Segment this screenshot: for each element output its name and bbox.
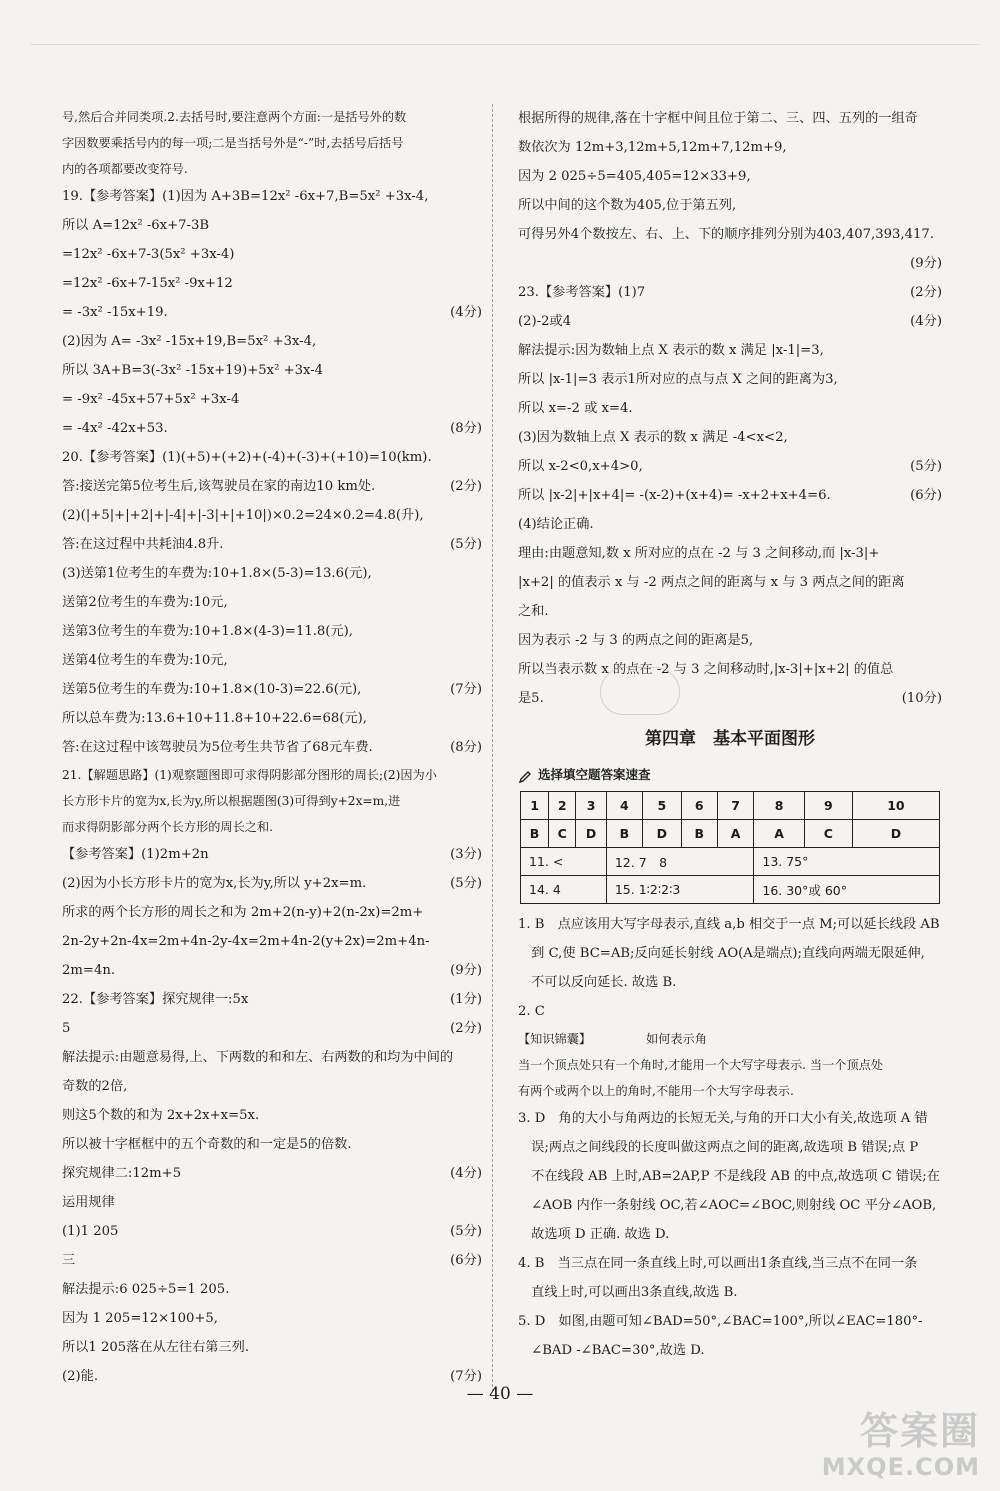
- line-text: (2)因为小长方形卡片的宽为x,长为y,所以 y+2x=m.: [62, 876, 367, 891]
- line-text: (2)因为 A= -3x² -15x+19,B=5x² +3x-4,: [62, 334, 317, 349]
- table-cell: D: [852, 820, 939, 848]
- pencil-icon: [518, 768, 532, 782]
- score-label: (8分): [450, 421, 482, 436]
- line-text: 【知识锦囊】 如何表示角: [518, 1032, 707, 1046]
- text-line: [62, 182, 482, 211]
- text-line: [518, 568, 942, 597]
- text-line: [518, 1191, 942, 1220]
- line-text: 所以 x=-2 或 x=4.: [518, 401, 633, 416]
- line-text: (2)(|+5|+|+2|+|-4|+|-3|+|+10|)×0.2=24×0.2=4.8(升),: [62, 508, 424, 523]
- line-text: 【参考答案】(1)2m+2n: [62, 847, 209, 862]
- table-cell: 5: [642, 792, 681, 820]
- text-line: [518, 365, 942, 394]
- score-label: (9分): [910, 256, 942, 271]
- text-line: [518, 655, 942, 684]
- text-line: [62, 269, 482, 298]
- text-line: [518, 626, 942, 655]
- watermark-logo: [822, 1410, 980, 1482]
- line-text: |x+2| 的值表示 x 与 -2 两点之间的距离与 x 与 3 两点之间的距离: [518, 575, 905, 590]
- table-row: [521, 876, 940, 904]
- line-text: = -4x² -42x+53.: [62, 421, 168, 436]
- table-cell: 4: [606, 792, 642, 820]
- quick-answer-heading: [518, 763, 942, 787]
- text-line: [62, 617, 482, 646]
- line-text: 不在线段 AB 上时,AB=2AP,P 不是线段 AB 的中点,故选项 C 错误;在: [518, 1169, 940, 1184]
- text-line: [518, 452, 942, 481]
- line-text: 奇数的2倍,: [62, 1079, 128, 1094]
- table-cell: 9: [804, 792, 852, 820]
- score-label: (6分): [450, 1253, 482, 1268]
- line-text: = -9x² -45x+57+5x² +3x-4: [62, 392, 240, 407]
- line-text: 可得另外4个数按左、右、上、下的顺序排列分别为403,407,393,417.: [518, 227, 934, 242]
- text-line: [62, 240, 482, 269]
- text-line: [518, 1026, 942, 1052]
- line-text: (2)-2或4: [518, 314, 572, 329]
- line-text: 有两个或两个以上的角时,不能用一个大写字母表示.: [518, 1084, 794, 1098]
- line-text: 内的各项都要改变符号.: [62, 162, 188, 176]
- line-text: ∠BAD -∠BAC=30°,故选 D.: [518, 1343, 705, 1358]
- text-line: [518, 220, 942, 249]
- line-text: (4)结论正确.: [518, 517, 594, 532]
- text-line: [518, 1133, 942, 1162]
- page-number: — 40 —: [466, 1384, 534, 1404]
- text-line: [62, 1333, 482, 1362]
- table-cell: 10: [852, 792, 939, 820]
- text-line: [518, 997, 942, 1026]
- score-label: (7分): [450, 682, 482, 697]
- text-line: [518, 191, 942, 220]
- line-text: 送第4位考生的车费为:10元,: [62, 653, 228, 668]
- line-text: 2m=4n.: [62, 963, 116, 978]
- text-line: [518, 394, 942, 423]
- line-text: 故选项 D 正确. 故选 D.: [518, 1227, 670, 1242]
- text-line: [518, 336, 942, 365]
- score-label: (5分): [450, 876, 482, 891]
- table-cell: 6: [681, 792, 717, 820]
- table-cell: B: [521, 820, 549, 848]
- line-text: 2. C: [518, 1004, 545, 1019]
- text-line: [518, 1104, 942, 1133]
- table-cell: D: [576, 820, 607, 848]
- table-cell: B: [606, 820, 642, 848]
- line-text: 答:在这过程中共耗油4.8升.: [62, 537, 224, 552]
- line-text: 19.【参考答案】(1)因为 A+3B=12x² -6x+7,B=5x² +3x-4,: [62, 189, 429, 204]
- text-line: [518, 684, 942, 713]
- line-text: 因为 1 205=12×100+5,: [62, 1311, 219, 1326]
- text-line: [62, 211, 482, 240]
- line-text: 所以 |x-2|+|x+4|= -(x-2)+(x+4)= -x+2+x+4=6.: [518, 488, 831, 503]
- text-line: [62, 646, 482, 675]
- score-label: (4分): [450, 305, 482, 320]
- line-text: 因为表示 -2 与 3 的两点之间的距离是5,: [518, 633, 754, 648]
- table-row: [521, 820, 940, 848]
- table-cell: 7: [717, 792, 754, 820]
- score-label: (2分): [450, 479, 482, 494]
- line-text: 因为 2 025÷5=405,405=12×33+9,: [518, 169, 751, 184]
- text-line: [518, 1278, 942, 1307]
- line-text: 是5.: [518, 691, 544, 706]
- score-label: (5分): [910, 459, 942, 474]
- table-cell: C: [549, 820, 576, 848]
- text-line: [62, 472, 482, 501]
- text-line: [518, 910, 942, 939]
- text-line: [518, 539, 942, 568]
- text-line: [62, 559, 482, 588]
- text-line: [62, 840, 482, 869]
- text-line: [62, 414, 482, 443]
- text-line: [62, 898, 482, 927]
- table-cell: 16. 30°或 60°: [754, 876, 940, 904]
- table-cell: 13. 75°: [754, 848, 940, 876]
- text-line: [62, 327, 482, 356]
- line-text: 解法提示:6 025÷5=1 205.: [62, 1282, 230, 1297]
- text-line: [518, 597, 942, 626]
- text-line: [518, 1052, 942, 1078]
- line-text: 1. B 点应该用大写字母表示,直线 a,b 相交于一点 M;可以延长线段 AB: [518, 917, 940, 932]
- table-cell: C: [804, 820, 852, 848]
- text-line: [62, 356, 482, 385]
- text-line: [518, 510, 942, 539]
- text-line: [62, 1217, 482, 1246]
- score-label: (5分): [450, 537, 482, 552]
- text-line: [62, 1014, 482, 1043]
- line-text: 所以当表示数 x 的点在 -2 与 3 之间移动时,|x-3|+|x+2| 的值总: [518, 662, 894, 677]
- score-label: (2分): [450, 1021, 482, 1036]
- text-line: [518, 1078, 942, 1104]
- line-text: =12x² -6x+7-3(5x² +3x-4): [62, 247, 235, 262]
- text-line: [62, 1043, 482, 1072]
- table-cell: 14. 4: [521, 876, 607, 904]
- text-line: [518, 1249, 942, 1278]
- text-line: [62, 443, 482, 472]
- line-text: 5. D 如图,由题可知∠BAD=50°,∠BAC=100°,所以∠EAC=180°-: [518, 1314, 923, 1329]
- score-label: (6分): [910, 488, 942, 503]
- line-text: 长方形卡片的宽为x,长为y,所以根据题图(3)可得到y+2x=m,进: [62, 794, 401, 808]
- text-line: [62, 1159, 482, 1188]
- text-line: [62, 1101, 482, 1130]
- line-text: 探究规律二:12m+5: [62, 1166, 182, 1181]
- text-line: [62, 530, 482, 559]
- text-line: [62, 501, 482, 530]
- line-text: 解法提示:因为数轴上点 X 表示的数 x 满足 |x-1|=3,: [518, 343, 824, 358]
- text-line: [62, 814, 482, 840]
- line-text: 4. B 当三点在同一条直线上时,可以画出1条直线,当三点不在同一条: [518, 1256, 918, 1271]
- text-line: [62, 298, 482, 327]
- line-text: 所以 A=12x² -6x+7-3B: [62, 218, 210, 233]
- line-text: ∠AOB 内作一条射线 OC,若∠AOC=∠BOC,则射线 OC 平分∠AOB,: [518, 1198, 937, 1213]
- line-text: 所求的两个长方形的周长之和为 2m+2(n-y)+2(n-2x)=2m+: [62, 905, 424, 920]
- text-line: [62, 385, 482, 414]
- text-line: [62, 762, 482, 788]
- table-cell: 11. <: [521, 848, 607, 876]
- line-text: 5: [62, 1021, 71, 1036]
- line-text: 送第3位考生的车费为:10+1.8×(4-3)=11.8(元),: [62, 624, 353, 639]
- score-label: (4分): [450, 1166, 482, 1181]
- table-cell: 12. 7 8: [606, 848, 754, 876]
- text-line: [518, 423, 942, 452]
- line-text: 运用规律: [62, 1195, 115, 1210]
- watermark-line1: 答案圈: [859, 1409, 980, 1453]
- watermark-line2: MXQE.COM: [821, 1453, 980, 1481]
- line-text: 送第2位考生的车费为:10元,: [62, 595, 228, 610]
- line-text: 答:接送完第5位考生后,该驾驶员在家的南边10 km处.: [62, 479, 376, 494]
- text-line: [62, 1130, 482, 1159]
- table-cell: 15. 1∶2∶2∶3: [606, 876, 754, 904]
- line-text: 之和.: [518, 604, 549, 619]
- line-text: 而求得阴影部分两个长方形的周长之和.: [62, 820, 274, 834]
- text-line: [518, 249, 942, 278]
- line-text: 所以被十字框框中的五个奇数的和一定是5的倍数.: [62, 1137, 352, 1152]
- score-label: (4分): [910, 314, 942, 329]
- text-line: [62, 104, 482, 130]
- table-row: [521, 848, 940, 876]
- line-text: (1)1 205: [62, 1224, 119, 1239]
- line-text: 所以1 205落在从左往右第三列.: [62, 1340, 250, 1355]
- line-text: 理由:由题意知,数 x 所对应的点在 -2 与 3 之间移动,而 |x-3|+: [518, 546, 880, 561]
- line-text: 所以 |x-1|=3 表示1所对应的点与点 X 之间的距离为3,: [518, 372, 838, 387]
- line-text: 根据所得的规律,落在十字框中间且位于第二、三、四、五列的一组奇: [518, 111, 918, 126]
- line-text: 23.【参考答案】(1)7: [518, 285, 646, 300]
- text-line: [518, 162, 942, 191]
- text-line: [62, 1188, 482, 1217]
- text-line: [518, 278, 942, 307]
- line-text: 三: [62, 1253, 76, 1268]
- text-line: [518, 968, 942, 997]
- line-text: 到 C,使 BC=AB;反向延长射线 AO(A是端点);直线向两端无限延伸,: [518, 946, 925, 961]
- text-line: [518, 1336, 942, 1365]
- text-line: [518, 1307, 942, 1336]
- line-text: 送第5位考生的车费为:10+1.8×(10-3)=22.6(元),: [62, 682, 362, 697]
- line-text: 所以 x-2<0,x+4>0,: [518, 459, 643, 474]
- line-text: 数依次为 12m+3,12m+5,12m+7,12m+9,: [518, 140, 787, 155]
- text-line: [62, 1072, 482, 1101]
- line-text: 直线上时,可以画出3条直线,故选 B.: [518, 1285, 738, 1300]
- line-text: (2)能.: [62, 1369, 99, 1384]
- score-label: (3分): [450, 847, 482, 862]
- left-column: [62, 104, 482, 1391]
- line-text: 不可以反向延长. 故选 B.: [518, 975, 677, 990]
- text-line: [62, 956, 482, 985]
- line-text: 3. D 角的大小与角两边的长短无关,与角的开口大小有关,故选项 A 错: [518, 1111, 928, 1126]
- line-text: 当一个顶点处只有一个角时,才能用一个大写字母表示. 当一个顶点处: [518, 1058, 884, 1072]
- line-text: 则这5个数的和为 2x+2x+x=5x.: [62, 1108, 260, 1123]
- line-text: 号,然后合并同类项.2.去括号时,要注意两个方面:一是括号外的数: [62, 110, 407, 124]
- score-label: (8分): [450, 740, 482, 755]
- text-line: [62, 985, 482, 1014]
- table-cell: 8: [754, 792, 804, 820]
- text-line: [62, 130, 482, 156]
- table-cell: A: [717, 820, 754, 848]
- table-cell: D: [642, 820, 681, 848]
- right-column: [518, 104, 942, 1365]
- score-label: (9分): [450, 963, 482, 978]
- line-text: 答:在这过程中该驾驶员为5位考生共节省了68元车费.: [62, 740, 373, 755]
- text-line: [62, 675, 482, 704]
- line-text: = -3x² -15x+19.: [62, 305, 168, 320]
- text-line: [62, 588, 482, 617]
- text-line: [518, 939, 942, 968]
- text-line: [518, 307, 942, 336]
- line-text: 所以总车费为:13.6+10+11.8+10+22.6=68(元),: [62, 711, 367, 726]
- scan-edge: [30, 44, 980, 45]
- text-line: [62, 156, 482, 182]
- line-text: 误;两点之间线段的长度叫做这两点之间的距离,故选项 B 错误;点 P: [518, 1140, 919, 1155]
- text-line: [62, 869, 482, 898]
- text-line: [62, 1246, 482, 1275]
- table-cell: 1: [521, 792, 549, 820]
- quick-answer-title: 选择填空题答案速查: [538, 767, 651, 782]
- line-text: 20.【参考答案】(1)(+5)+(+2)+(-4)+(-3)+(+10)=10(km).: [62, 450, 432, 465]
- line-text: 22.【参考答案】探究规律一:5x: [62, 992, 249, 1007]
- text-line: [62, 1304, 482, 1333]
- line-text: 解法提示:由题意易得,上、下两数的和和左、右两数的和均为中间的: [62, 1050, 454, 1065]
- score-label: (5分): [450, 1224, 482, 1239]
- table-row: [521, 792, 940, 820]
- answer-table: [520, 791, 940, 904]
- score-label: (7分): [450, 1369, 482, 1384]
- text-line: [62, 704, 482, 733]
- line-text: (3)因为数轴上点 X 表示的数 x 满足 -4<x<2,: [518, 430, 788, 445]
- score-label: (10分): [901, 691, 942, 706]
- text-line: [62, 733, 482, 762]
- text-line: [518, 1162, 942, 1191]
- table-cell: B: [681, 820, 717, 848]
- line-text: 21.【解题思路】(1)观察题图即可求得阴影部分图形的周长;(2)因为小: [62, 768, 437, 782]
- line-text: 所以 3A+B=3(-3x² -15x+19)+5x² +3x-4: [62, 363, 324, 378]
- line-text: =12x² -6x+7-15x² -9x+12: [62, 276, 233, 291]
- score-label: (2分): [910, 285, 942, 300]
- line-text: 字因数要乘括号内的每一项;二是当括号外是“-”时,去括号后括号: [62, 136, 404, 150]
- line-text: 2n-2y+2n-4x=2m+4n-2y-4x=2m+4n-2(y+2x)=2m+4n-: [62, 934, 430, 949]
- text-line: [518, 133, 942, 162]
- text-line: [62, 927, 482, 956]
- score-label: (1分): [450, 992, 482, 1007]
- text-line: [518, 104, 942, 133]
- table-cell: 3: [576, 792, 607, 820]
- text-line: [62, 788, 482, 814]
- chapter-title: 第四章 基本平面图形: [645, 729, 815, 749]
- right-bottom-section: [518, 910, 942, 1365]
- text-line: [518, 481, 942, 510]
- text-line: [518, 1220, 942, 1249]
- table-cell: 2: [549, 792, 576, 820]
- column-divider: [492, 104, 493, 1392]
- text-line: [62, 1275, 482, 1304]
- faded-stamp: [600, 667, 680, 715]
- right-top-section: [518, 104, 942, 713]
- table-cell: A: [754, 820, 804, 848]
- line-text: 所以中间的这个数为405,位于第五列,: [518, 198, 737, 213]
- line-text: (3)送第1位考生的车费为:10+1.8×(5-3)=13.6(元),: [62, 566, 372, 581]
